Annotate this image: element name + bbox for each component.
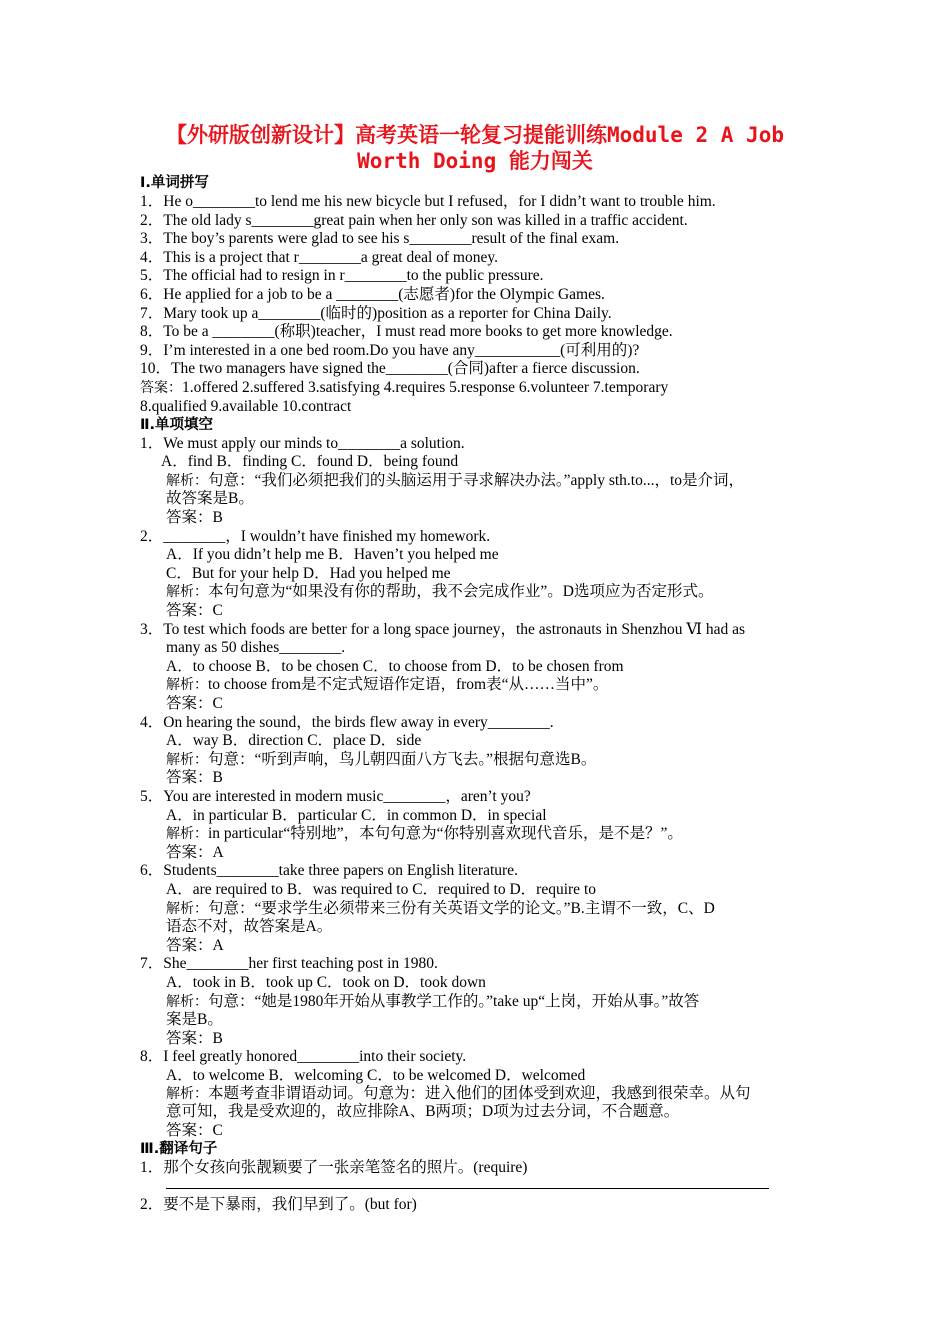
q6-analysis-cont: 语态不对，故答案是A。 xyxy=(166,918,333,935)
vocab-item-3: 3．The boy’s parents were glad to see his s________result of the final exam. xyxy=(140,230,620,247)
q7-stem: 7．She________her first teaching post in 1980. xyxy=(140,955,438,972)
section-1-answers xyxy=(140,379,668,398)
q1-options: A．find B．finding C．found D．being found xyxy=(161,453,459,470)
answer-label: 答案： xyxy=(140,380,182,396)
vocab-item-2: 2．The old lady s________great pain when her only son was killed in a traffic accident. xyxy=(140,212,688,229)
vocab-item-9: 9．I’m interested in a one bed room.Do you have any___________(可利用的)? xyxy=(140,342,640,359)
analysis-text: in particular“特别地”，本句句意为“你特别喜欢现代音乐，是不是？”。 xyxy=(208,825,683,842)
q8-analysis xyxy=(166,1085,751,1104)
vocab-item-7: 7．Mary took up a________(临时的)position as a reporter for China Daily. xyxy=(140,305,612,322)
analysis-text: 句意：“我们必须把我们的头脑运用于寻求解决办法。”apply sth.to...，to是介词， xyxy=(208,472,745,489)
answer-text: 1.offered 2.suffered 3.satisfying 4.requires 5.response 6.volunteer 7.temporary xyxy=(182,379,669,396)
q6-stem: 6．Students________take three papers on English literature. xyxy=(140,862,518,879)
q5-options: A．in particular B．particular C．in common D．in special xyxy=(166,807,547,824)
title-line-1: 【外研版创新设计】高考英语一轮复习提能训练Module 2 A Job xyxy=(165,123,784,147)
answer-blank-line xyxy=(166,1188,769,1189)
analysis-label: 解析： xyxy=(166,994,208,1010)
document-title xyxy=(100,122,850,174)
q3-stem-cont: many as 50 dishes________. xyxy=(166,639,346,656)
q2-analysis xyxy=(166,583,713,602)
translation-item-1: 1．那个女孩向张靓颖要了一张亲笔签名的照片。(require) xyxy=(140,1159,528,1176)
analysis-label: 解析： xyxy=(166,677,208,693)
translation-item-2: 2．要不是下暴雨，我们早到了。(but for) xyxy=(140,1196,417,1213)
q1-answer: 答案：B xyxy=(166,509,223,526)
q7-options: A．took in B．took up C．took on D．took down xyxy=(166,974,486,991)
analysis-label: 解析： xyxy=(166,826,208,842)
section-3-heading: Ⅲ.翻译句子 xyxy=(140,1141,218,1157)
vocab-item-4: 4．This is a project that r________a great deal of money. xyxy=(140,249,498,266)
analysis-text: to choose from是不定式短语作定语，from表“从……当中”。 xyxy=(208,676,609,693)
q8-stem: 8．I feel greatly honored________into their society. xyxy=(140,1048,467,1065)
analysis-text: 句意：“她是1980年开始从事教学工作的。”take up“上岗，开始从事。”故答 xyxy=(208,993,700,1010)
section-1-answers-cont: 8.qualified 9.available 10.contract xyxy=(140,398,352,415)
vocab-item-10: 10．The two managers have signed the________(合同)after a fierce discussion. xyxy=(140,360,640,377)
analysis-label: 解析： xyxy=(166,752,208,768)
analysis-label: 解析： xyxy=(166,901,208,917)
q8-analysis-cont: 意可知，我是受欢迎的，故应排除A、B两项；D项为过去分词，不合题意。 xyxy=(166,1103,680,1120)
analysis-text: 本句句意为“如果没有你的帮助，我不会完成作业”。D选项应为否定形式。 xyxy=(208,583,714,600)
analysis-text: 句意：“要求学生必须带来三份有关英语文学的论文。”B.主谓不一致，C、D xyxy=(208,900,715,917)
q1-analysis-cont: 故答案是B。 xyxy=(166,490,254,507)
q5-analysis xyxy=(166,825,683,844)
q7-analysis xyxy=(166,993,699,1012)
section-2-heading: Ⅱ.单项填空 xyxy=(140,417,214,433)
title-line-2: Worth Doing 能力闯关 xyxy=(357,149,593,173)
q3-answer: 答案：C xyxy=(166,695,223,712)
q5-stem: 5．You are interested in modern music________，aren’t you? xyxy=(140,788,531,805)
q2-options-2: C．But for your help D．Had you helped me xyxy=(166,565,451,582)
q3-analysis xyxy=(166,676,608,695)
section-1-heading: Ⅰ.单词拼写 xyxy=(140,175,209,191)
analysis-label: 解析： xyxy=(166,473,208,489)
q3-options: A．to choose B．to be chosen C．to choose from D．to be chosen from xyxy=(166,658,624,675)
q7-answer: 答案：B xyxy=(166,1030,223,1047)
q1-stem: 1．We must apply our minds to________a solution. xyxy=(140,435,465,452)
vocab-item-5: 5．The official had to resign in r________to the public pressure. xyxy=(140,267,544,284)
q7-analysis-cont: 案是B。 xyxy=(166,1011,223,1028)
vocab-item-8: 8．To be a ________(称职)teacher，I must read more books to get more knowledge. xyxy=(140,323,673,340)
vocab-item-1: 1．He o________to lend me his new bicycle but I refused，for I didn’t want to trouble him. xyxy=(140,193,716,210)
q4-options: A．way B．direction C．place D．side xyxy=(166,732,422,749)
q8-options: A．to welcome B．welcoming C．to be welcomed D．welcomed xyxy=(166,1067,586,1084)
q5-answer: 答案：A xyxy=(166,844,224,861)
q6-answer: 答案：A xyxy=(166,937,224,954)
q3-stem: 3．To test which foods are better for a long space journey，the astronauts in Shenzhou Ⅵ had as xyxy=(140,621,746,638)
q2-options-1: A．If you didn’t help me B．Haven’t you helped me xyxy=(166,546,499,563)
q2-stem: 2．________，I wouldn’t have finished my homework. xyxy=(140,528,491,545)
analysis-text: 句意：“听到声响，鸟儿朝四面八方飞去。”根据句意选B。 xyxy=(208,751,597,768)
q6-analysis xyxy=(166,900,715,919)
q1-analysis xyxy=(166,472,744,491)
analysis-label: 解析： xyxy=(166,584,208,600)
vocab-item-6: 6．He applied for a job to be a ________(志愿者)for the Olympic Games. xyxy=(140,286,605,303)
q4-stem: 4．On hearing the sound，the birds flew away in every________. xyxy=(140,714,554,731)
q6-options: A．are required to B．was required to C．required to D．require to xyxy=(166,881,596,898)
q4-analysis xyxy=(166,751,596,770)
q2-answer: 答案：C xyxy=(166,602,223,619)
q4-answer: 答案：B xyxy=(166,769,223,786)
analysis-text: 本题考查非谓语动词。句意为：进入他们的团体受到欢迎，我感到很荣幸。从句 xyxy=(208,1085,751,1102)
analysis-label: 解析： xyxy=(166,1086,208,1102)
q8-answer: 答案：C xyxy=(166,1122,223,1139)
